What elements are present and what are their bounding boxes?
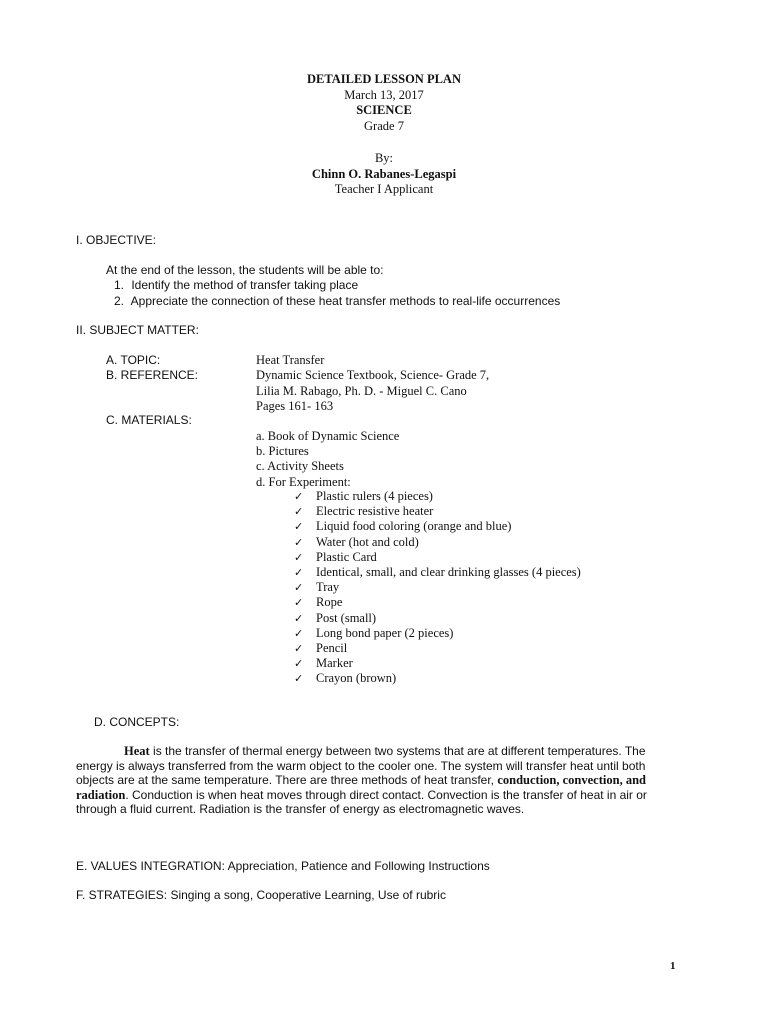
list-item: ✓ Tray: [294, 580, 340, 595]
topic-value: Heat Transfer: [256, 353, 325, 367]
check-icon: ✓: [294, 672, 304, 686]
list-item: ✓ Post (small): [294, 610, 377, 625]
objective-intro: At the end of the lesson, the students will be able to:: [106, 263, 384, 277]
list-item: ✓ Marker: [294, 656, 353, 671]
list-item: ✓ Rope: [294, 595, 343, 610]
list-item: 1. Identify the method of transfer taking place: [114, 278, 359, 292]
topic-label: A. TOPIC:: [106, 353, 161, 367]
check-icon: ✓: [294, 566, 304, 580]
document-title: DETAILED LESSON PLAN: [307, 72, 461, 86]
check-icon: ✓: [294, 596, 304, 610]
check-icon: ✓: [294, 490, 304, 503]
list-item: c. Activity Sheets: [256, 459, 344, 474]
author-position: Teacher I Applicant: [334, 182, 434, 196]
objective-heading: I. OBJECTIVE:: [76, 233, 157, 247]
list-item: b. Pictures: [256, 444, 309, 459]
list-item: ✓ Water (hot and cold): [294, 534, 419, 549]
reference-line: Pages 161- 163: [256, 399, 334, 413]
objective-list: [114, 278, 560, 309]
check-icon: ✓: [294, 642, 304, 656]
list-item: ✓ Crayon (brown): [294, 671, 397, 686]
check-icon: ✓: [294, 611, 304, 625]
reference-block: [256, 368, 489, 415]
author-name: Chinn O. Rabanes-Legaspi: [311, 166, 457, 181]
list-item: ✓ Liquid food coloring (orange and blue): [294, 519, 512, 534]
list-item: 2. Appreciate the connection of these heat transfer methods to real-life occurrences: [114, 293, 561, 308]
heat-term: Heat: [124, 744, 150, 758]
check-icon: ✓: [294, 581, 304, 595]
check-icon: ✓: [294, 550, 304, 564]
grade-level: Grade 7: [364, 118, 404, 133]
materials-label: C. MATERIALS:: [106, 413, 192, 427]
list-item: ✓ Pencil: [294, 641, 348, 656]
reference-label: B. REFERENCE:: [106, 368, 199, 382]
list-item: ✓ Identical, small, and clear drinking glasses (4 pieces): [294, 565, 581, 580]
list-item: ✓ Plastic rulers (4 pieces): [294, 489, 433, 503]
strategies: F. STRATEGIES: Singing a song, Cooperative Learning, Use of rubric: [76, 888, 446, 902]
concepts-paragraph: Heat is the transfer of thermal energy between two systems that are at different temperatures. The energy is always transferred from the warm object to the cooler one. The system will transfer heat until both objects are at the same temperature. There are three methods of heat transfer, conduction, convection, and radiation. Conduction is when heat moves through direct contact. Convection is the transfer of heat in air or through a fluid current. Radiation is the transfer of energy as electromagnetic waves.: [76, 744, 647, 817]
list-item: d. For Experiment:: [256, 474, 351, 489]
list-item: ✓ Plastic Card: [294, 549, 377, 564]
reference-line: Dynamic Science Textbook, Science- Grade 7,: [256, 368, 490, 382]
subject-name: SCIENCE: [356, 103, 412, 117]
heat-methods-term: conduction, convection, and radiation: [76, 773, 646, 802]
experiment-checklist: [294, 489, 581, 687]
check-icon: ✓: [294, 535, 304, 549]
check-icon: ✓: [294, 505, 304, 519]
values-integration: E. VALUES INTEGRATION: Appreciation, Patience and Following Instructions: [76, 859, 490, 873]
check-icon: ✓: [294, 520, 304, 534]
materials-list: [256, 429, 399, 490]
lesson-date: March 13, 2017: [344, 87, 424, 102]
concepts-heading: D. CONCEPTS:: [94, 715, 180, 729]
list-item: ✓ Electric resistive heater: [294, 504, 434, 519]
reference-line: Lilia M. Rabago, Ph. D. - Miguel C. Cano: [256, 383, 467, 398]
document-header: [0, 72, 768, 198]
list-item: a. Book of Dynamic Science: [256, 429, 400, 443]
check-icon: ✓: [294, 657, 304, 671]
page-number: 1: [670, 960, 676, 972]
check-icon: ✓: [294, 626, 304, 640]
subject-matter-heading: II. SUBJECT MATTER:: [76, 323, 199, 337]
list-item: ✓ Long bond paper (2 pieces): [294, 625, 454, 640]
by-label: By:: [374, 151, 394, 165]
